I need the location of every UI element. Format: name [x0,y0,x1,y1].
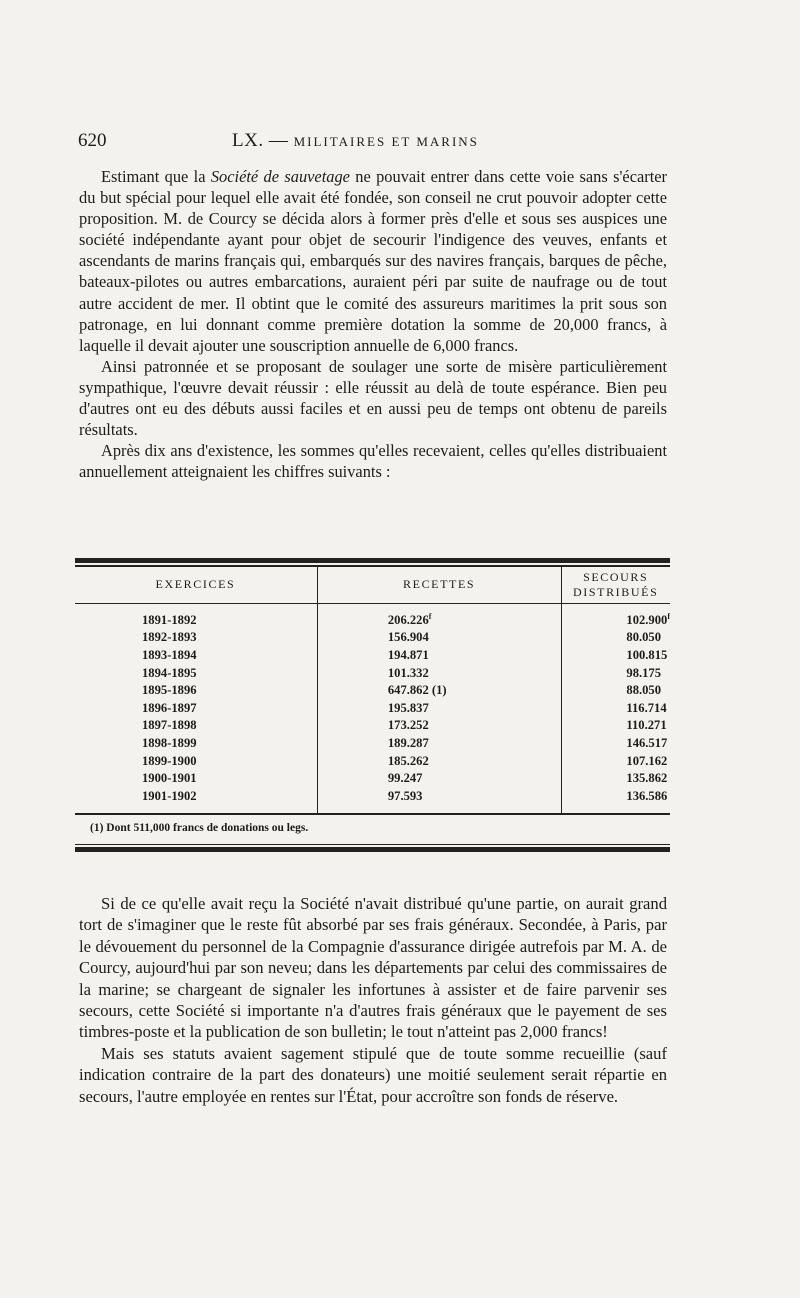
exercise-cell: 1900-1901 [75,770,317,788]
table-row [75,770,670,788]
receipts-cell: 173.252 [317,717,562,735]
exercise-cell: 1899-1900 [75,752,317,770]
exercise-cell: 1901-1902 [75,787,317,813]
table-row [75,752,670,770]
aid-cell: 135.862 [626,771,668,786]
exercise-cell: 1891-1892 [75,603,317,629]
receipts-cell: 156.904 [317,629,562,647]
table-closing-rule [75,847,670,852]
column-header: SECOURS DISTRIBUÉS [562,567,670,604]
aid-cell: 80.050 [626,630,662,645]
exercise-cell: 1896-1897 [75,699,317,717]
column-header: EXERCICES [75,567,317,604]
exercise-cell: 1894-1895 [75,664,317,682]
receipts-cell: 194.871 [317,647,562,665]
statistics-table-block [75,558,670,852]
receipts-cell: 647.862 (1) [317,682,562,700]
receipts-cell: 206.226$^f$ [317,603,562,629]
table-row [75,603,670,629]
exercise-cell: 1893-1894 [75,647,317,665]
receipts-cell: 189.287 [317,735,562,753]
receipts-cell: 99.247 [317,770,562,788]
column-header: RECETTES [317,567,562,604]
receipts-cell: 101.332 [317,664,562,682]
paragraph-2: Ainsi patronnée et se proposant de soulager une sorte de misère particulièrement sympathique, l'œuvre devait réussir : elle réussit au delà de toute espérance. Bien peu d'autres ont eu des débuts aussi faciles et en aussi peu de temps ont obtenu de pareils résultats. [79,356,667,440]
aid-cell: 110.271 [626,718,667,733]
running-head [232,130,479,152]
table-row [75,787,670,813]
receipts-cell: 97.593 [317,787,562,813]
table-row [75,647,670,665]
paragraph-3: Après dix ans d'existence, les sommes qu'elles recevaient, celles qu'elles distribuaient annuellement atteignaient les chiffres suivants : [79,441,667,482]
paragraph-1: Estimant que la Société de sauvetage ne pouvait entrer dans cette voie sans s'écarter du but spécial pour lequel elle avait été fondée, son conseil ne crut pouvoir adopter cette proposition. M. de Courcy se décida alors à former près d'elle et sous ses auspices une société indépendante ayant pour objet de secourir l'indigence des veuves, enfants et ascendants de marins français qui, embarqués sur des navires français, barques de pêche, bateaux-pilotes ou autres embarcations, auraient péri par suite de naufrage ou de tout autre accident de mer. Il obtint que le comité des assureurs maritimes la prit sous son patronage, en lui donnant comme première dotation la somme de 20,000 francs, à laquelle il devait ajouter une souscription annuelle de 6,000 francs. [79,167,667,355]
table-row [75,717,670,735]
aid-cell: 146.517 [626,735,668,750]
exercise-cell: 1892-1893 [75,629,317,647]
aid-cell: 107.162 [626,753,668,768]
body-text-bottom [79,893,667,1107]
aid-cell: 100.815 [626,647,668,662]
table-row [75,699,670,717]
paragraph-4: Si de ce qu'elle avait reçu la Société n'avait distribué qu'une partie, on aurait grand tort de s'imaginer que le reste fût absorbé par ses frais généraux. Secondée, à Paris, par le dévouement du personnel de la Compagnie d'assurance dirigée autrefois par M. A. de Courcy, aujourd'hui par son neveu; dans les départements par celui des commissaires de la marine; se chargeant de signaler les infortunes à assister et de faire parvenir ses secours, cette Société si importante n'a d'autres frais généraux que le payement de ses timbres-poste et la publication de son bulletin; le tout n'atteint pas 2,000 francs! [79,894,667,1042]
aid-cell: 116.714 [626,700,667,715]
aid-cell: 88.050 [626,683,662,698]
page-number: 620 [78,130,107,151]
table-footnote: (1) Dont 511,000 francs de donations ou legs. [90,821,309,834]
table-header-row [75,567,670,604]
receipts-cell: 185.262 [317,752,562,770]
receipts-cell: 195.837 [317,699,562,717]
table-row [75,735,670,753]
exercise-cell: 1898-1899 [75,735,317,753]
table-row [75,664,670,682]
statistics-table [75,567,670,814]
exercise-cell: 1897-1898 [75,717,317,735]
aid-cell: 102.900$^f$ [626,611,670,627]
table-row [75,629,670,647]
chapter-title: MILITAIRES ET MARINS [293,134,479,149]
exercise-cell: 1895-1896 [75,682,317,700]
table-row [75,682,670,700]
aid-cell: 136.586 [626,788,668,803]
italic-society-name: Société de sauvetage [210,167,350,186]
chapter-number: LX. [232,130,264,151]
aid-cell: 98.175 [626,665,662,680]
header-dash: — [268,130,289,151]
body-text-top [79,166,667,482]
paragraph-5: Mais ses statuts avaient sagement stipulé que de toute somme recueillie (sauf indication contraire de la part des donateurs) une moitié seulement serait répartie en secours, l'autre employée en rentes sur l'État, pour accroître son fonds de réserve. [79,1043,667,1106]
page-header [78,130,668,154]
